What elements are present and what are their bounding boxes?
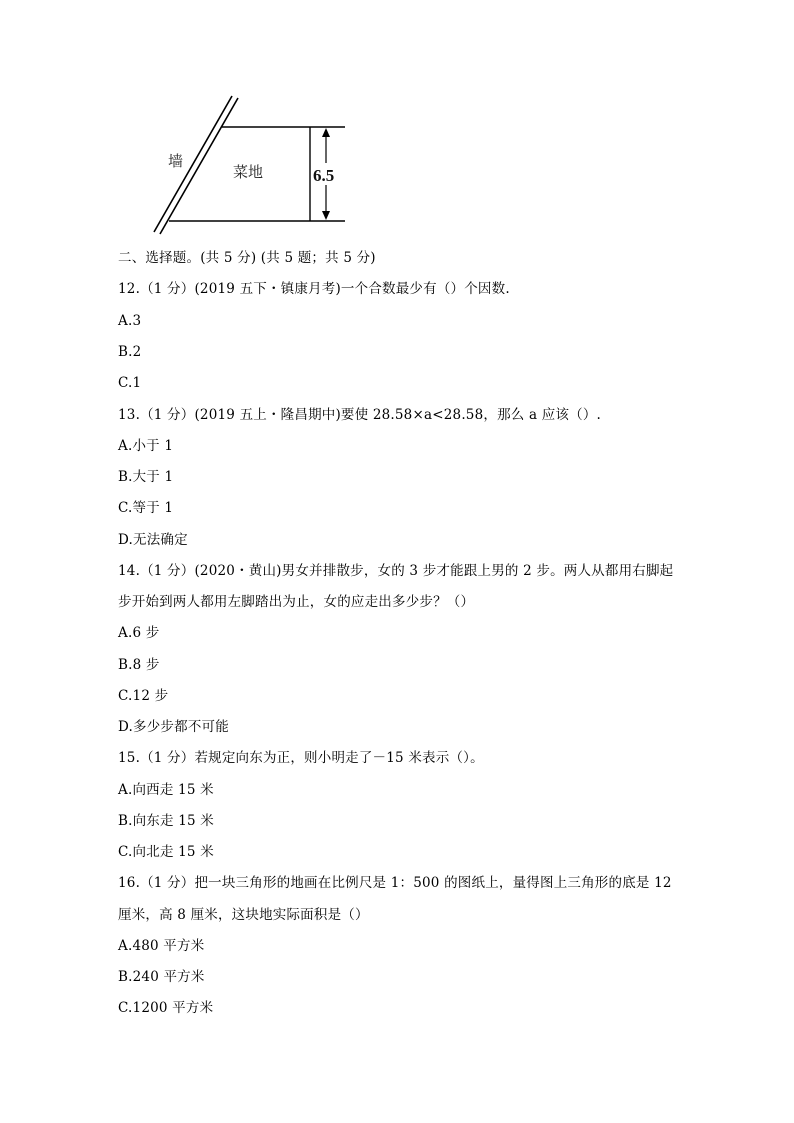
answer-option: A.6 步 bbox=[118, 625, 160, 641]
answer-option: D.多少步都不可能 bbox=[118, 719, 229, 735]
question-text: 12.（1 分）(2019 五下・镇康月考)一个合数最少有（）个因数. bbox=[118, 281, 510, 297]
answer-option: A.480 平方米 bbox=[118, 938, 205, 954]
vegetable-field-diagram bbox=[140, 90, 360, 240]
question-text: 厘米，高 8 厘米，这块地实际面积是（） bbox=[118, 907, 369, 923]
wall-label: 墙 bbox=[168, 152, 184, 170]
wall-line-outer bbox=[154, 96, 232, 232]
field-label: 菜地 bbox=[233, 163, 264, 181]
arrow-up-icon bbox=[322, 128, 330, 137]
arrow-down-icon bbox=[322, 211, 330, 220]
answer-option: D.无法确定 bbox=[118, 532, 188, 548]
answer-option: A.3 bbox=[118, 313, 142, 329]
height-label: 6.5 bbox=[313, 166, 335, 185]
question-text: 16.（1 分）把一块三角形的地画在比例尺是 1：500 的图纸上，量得图上三角形的底是 12 bbox=[118, 875, 672, 891]
answer-option: C.等于 1 bbox=[118, 500, 174, 516]
answer-option: C.1200 平方米 bbox=[118, 1000, 214, 1016]
answer-option: B.向东走 15 米 bbox=[118, 813, 214, 829]
question-text: 14.（1 分）(2020・黄山)男女并排散步，女的 3 步才能跟上男的 2 步。两人从都用右脚起 bbox=[118, 563, 674, 579]
answer-option: A.小于 1 bbox=[118, 438, 174, 454]
diagram-svg bbox=[140, 90, 360, 240]
answer-option: B.大于 1 bbox=[118, 469, 174, 485]
answer-option: C.12 步 bbox=[118, 688, 169, 704]
answer-option: B.2 bbox=[118, 344, 142, 360]
question-text: 步开始到两人都用左脚踏出为止，女的应走出多少步？（） bbox=[118, 594, 475, 610]
answer-option: C.向北走 15 米 bbox=[118, 844, 214, 860]
answer-option: B.8 步 bbox=[118, 657, 160, 673]
answer-option: B.240 平方米 bbox=[118, 969, 205, 985]
section-heading: 二、选择题。(共 5 分) (共 5 题；共 5 分) bbox=[118, 250, 376, 266]
answer-option: A.向西走 15 米 bbox=[118, 782, 214, 798]
answer-option: C.1 bbox=[118, 375, 142, 391]
question-text: 15.（1 分）若规定向东为正，则小明走了－15 米表示（）。 bbox=[118, 750, 484, 766]
question-text: 13.（1 分）(2019 五上・隆昌期中)要使 28.58×a<28.58，那么 a 应该（）. bbox=[118, 407, 602, 423]
